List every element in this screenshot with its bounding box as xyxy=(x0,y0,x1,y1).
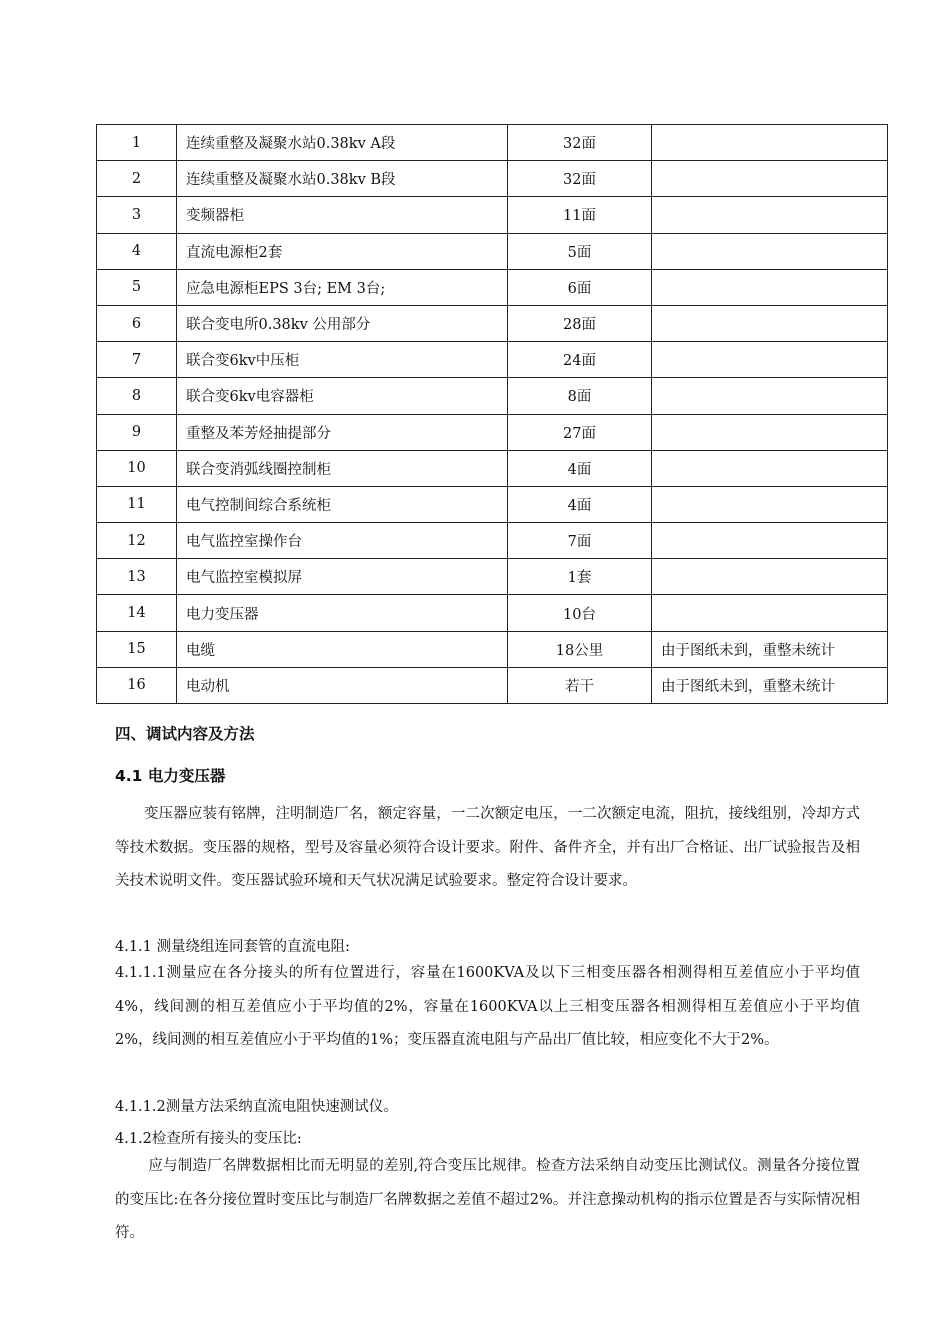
table-row xyxy=(97,378,888,414)
item-name: 直流电源柜2套 xyxy=(177,233,508,269)
item-note: 由于图纸未到，重整未统计 xyxy=(652,667,888,703)
row-number: 6 xyxy=(97,305,177,341)
row-number: 12 xyxy=(97,523,177,559)
item-note xyxy=(652,269,888,305)
item-note xyxy=(652,450,888,486)
item-quantity: 1套 xyxy=(508,559,652,595)
item-name: 电缆 xyxy=(177,631,508,667)
row-number: 10 xyxy=(97,450,177,486)
table-row xyxy=(97,486,888,522)
section-4-1-intro: 变压器应装有铭牌，注明制造厂名，额定容量，一二次额定电压，一二次额定电流，阻抗，接线组别，冷却方式等技术数据。变压器的规格，型号及容量必须符合设计要求。附件、备件齐全，并有出厂合格证、出厂试验报告及相关技术说明文件。变压器试验环境和天气状况满足试验要求。整定符合设计要求。 xyxy=(115,806,860,889)
item-quantity: 27面 xyxy=(508,414,652,450)
item-note xyxy=(652,595,888,631)
item-quantity: 10台 xyxy=(508,595,652,631)
item-quantity: 5面 xyxy=(508,233,652,269)
section-4-heading: 四、调试内容及方法 xyxy=(115,725,255,743)
item-note xyxy=(652,523,888,559)
item-quantity: 32面 xyxy=(508,161,652,197)
section-4-1-1-2-paragraph: 4.1.1.2测量方法采纳直流电阻快速测试仪。 xyxy=(115,1099,398,1115)
item-note xyxy=(652,559,888,595)
item-name: 电动机 xyxy=(177,667,508,703)
item-name: 连续重整及凝聚水站0.38kv A段 xyxy=(177,125,508,161)
item-note xyxy=(652,305,888,341)
item-name: 电气监控室操作台 xyxy=(177,523,508,559)
row-number: 13 xyxy=(97,559,177,595)
item-quantity: 11面 xyxy=(508,197,652,233)
table-row xyxy=(97,197,888,233)
item-quantity: 18公里 xyxy=(508,631,652,667)
table-row xyxy=(97,667,888,703)
item-name: 连续重整及凝聚水站0.38kv B段 xyxy=(177,161,508,197)
table-row xyxy=(97,125,888,161)
table-row xyxy=(97,595,888,631)
item-note xyxy=(652,414,888,450)
row-number: 14 xyxy=(97,595,177,631)
table-row xyxy=(97,523,888,559)
item-quantity: 28面 xyxy=(508,305,652,341)
row-number: 5 xyxy=(97,269,177,305)
row-number: 7 xyxy=(97,342,177,378)
row-number: 11 xyxy=(97,486,177,522)
row-number: 1 xyxy=(97,125,177,161)
item-quantity: 7面 xyxy=(508,523,652,559)
item-note xyxy=(652,197,888,233)
table-row xyxy=(97,233,888,269)
item-note xyxy=(652,378,888,414)
item-note xyxy=(652,125,888,161)
item-quantity: 32面 xyxy=(508,125,652,161)
item-name: 变频器柜 xyxy=(177,197,508,233)
item-name: 联合变6kv电容器柜 xyxy=(177,378,508,414)
item-name: 电力变压器 xyxy=(177,595,508,631)
item-quantity: 若干 xyxy=(508,667,652,703)
item-note: 由于图纸未到，重整未统计 xyxy=(652,631,888,667)
item-quantity: 24面 xyxy=(508,342,652,378)
row-number: 8 xyxy=(97,378,177,414)
item-name: 联合变电所0.38kv 公用部分 xyxy=(177,305,508,341)
item-note xyxy=(652,233,888,269)
item-note xyxy=(652,342,888,378)
table-row xyxy=(97,161,888,197)
table-row xyxy=(97,305,888,341)
item-note xyxy=(652,161,888,197)
section-4-1-heading: 4.1 电力变压器 xyxy=(115,767,226,785)
table-row xyxy=(97,342,888,378)
table-row xyxy=(97,450,888,486)
equipment-table-body xyxy=(97,125,888,704)
section-4-1-1-heading: 4.1.1 测量绕组连同套管的直流电阻: xyxy=(115,939,350,955)
item-name: 联合变消弧线圈控制柜 xyxy=(177,450,508,486)
row-number: 4 xyxy=(97,233,177,269)
row-number: 15 xyxy=(97,631,177,667)
row-number: 2 xyxy=(97,161,177,197)
item-name: 电气控制间综合系统柜 xyxy=(177,486,508,522)
table-row xyxy=(97,559,888,595)
item-quantity: 4面 xyxy=(508,486,652,522)
table-row xyxy=(97,269,888,305)
item-name: 联合变6kv中压柜 xyxy=(177,342,508,378)
item-name: 应急电源柜EPS 3台; EM 3台; xyxy=(177,269,508,305)
table-row xyxy=(97,414,888,450)
item-quantity: 4面 xyxy=(508,450,652,486)
item-name: 电气监控室模拟屏 xyxy=(177,559,508,595)
row-number: 3 xyxy=(97,197,177,233)
item-name: 重整及苯芳烃抽提部分 xyxy=(177,414,508,450)
section-4-1-1-1-paragraph: 4.1.1.1测量应在各分接头的所有位置进行，容量在1600KVA及以下三相变压器各相测得相互差值应小于平均值4%，线间测的相互差值应小于平均值的2%，容量在1600KVA以上三相变压器各相测得相互差值应小于平均值2%，线间测的相互差值应小于平均值的1%；变压器直流电阻与产品出厂值比较，相应变化不大于2%。 xyxy=(115,965,860,1048)
section-4-1-2-paragraph: 应与制造厂名牌数据相比而无明显的差别,符合变压比规律。检查方法采纳自动变压比测试仪。测量各分接位置的变压比:在各分接位置时变压比与制造厂名牌数据之差值不超过2%。并注意操动机构的指示位置是否与实际情况相符。 xyxy=(115,1158,860,1241)
item-quantity: 6面 xyxy=(508,269,652,305)
table-row xyxy=(97,631,888,667)
row-number: 9 xyxy=(97,414,177,450)
equipment-table xyxy=(96,124,888,704)
section-4-1-2-heading: 4.1.2检查所有接头的变压比: xyxy=(115,1131,302,1147)
item-note xyxy=(652,486,888,522)
row-number: 16 xyxy=(97,667,177,703)
item-quantity: 8面 xyxy=(508,378,652,414)
